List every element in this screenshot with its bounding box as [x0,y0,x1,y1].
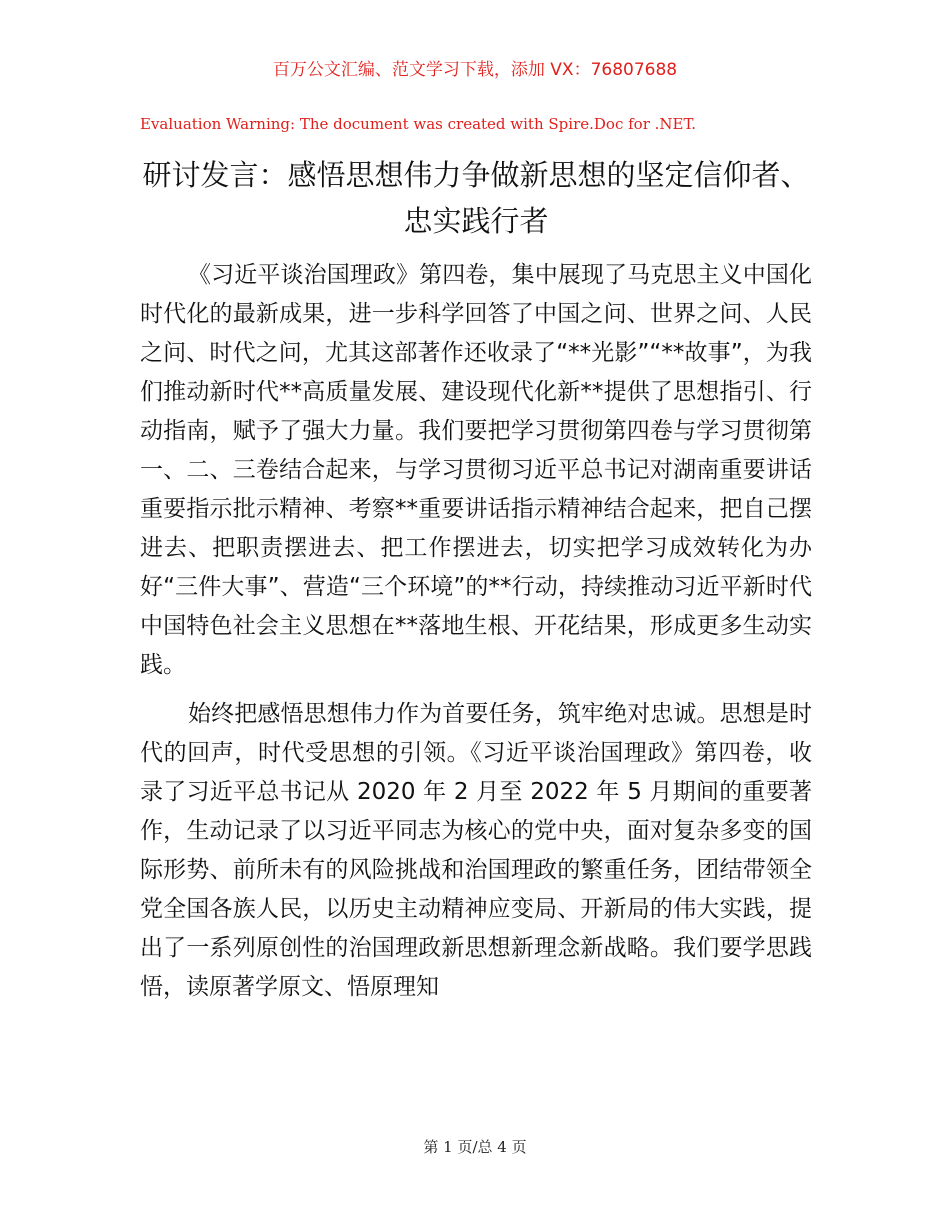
evaluation-warning: Evaluation Warning: The document was created with Spire.Doc for .NET. [140,115,697,133]
document-title: 研讨发言：感悟思想伟力争做新思想的坚定信仰者、忠实践行者 [142,158,810,238]
document-body [140,256,812,1017]
paragraph-2: 始终把感悟思想伟力作为首要任务，筑牢绝对忠诚。思想是时代的回声，时代受思想的引领。《习近平谈治国理政》第四卷，收录了习近平总书记从 2020 年 2 月至 2022 年 5 月期间的重要著作，生动记录了以习近平同志为核心的党中央，面对复杂多变的国际形势、前所未有的风险挑战和治国理政的繁重任务，团结带领全党全国各族人民，以历史主动精神应变局、开新局的伟大实践，提出了一系列原创性的治国理政新思想新理念新战略。我们要学思践悟，读原著学原文、悟原理知 [140,701,812,1000]
page-number: 第 1 页/总 4 页 [423,1138,527,1156]
paragraph-1: 《习近平谈治国理政》第四卷，集中展现了马克思主义中国化时代化的最新成果，进一步科学回答了中国之问、世界之问、人民之问、时代之问，尤其这部著作还收录了“**光影”“**故事”，为我们推动新时代**高质量发展、建设现代化新**提供了思想指引、行动指南，赋予了强大力量。我们要把学习贯彻第四卷与学习贯彻第一、二、三卷结合起来，与学习贯彻习近平总书记对湖南重要讲话重要指示批示精神、考察**重要讲话指示精神结合起来，把自己摆进去、把职责摆进去、把工作摆进去，切实把学习成效转化为办好“三件大事”、营造“三个环境”的**行动，持续推动习近平新时代中国特色社会主义思想在**落地生根、开花结果，形成更多生动实践。 [140,262,812,678]
header-banner: 百万公文汇编、范文学习下载，添加 VX：76807688 [272,60,678,80]
